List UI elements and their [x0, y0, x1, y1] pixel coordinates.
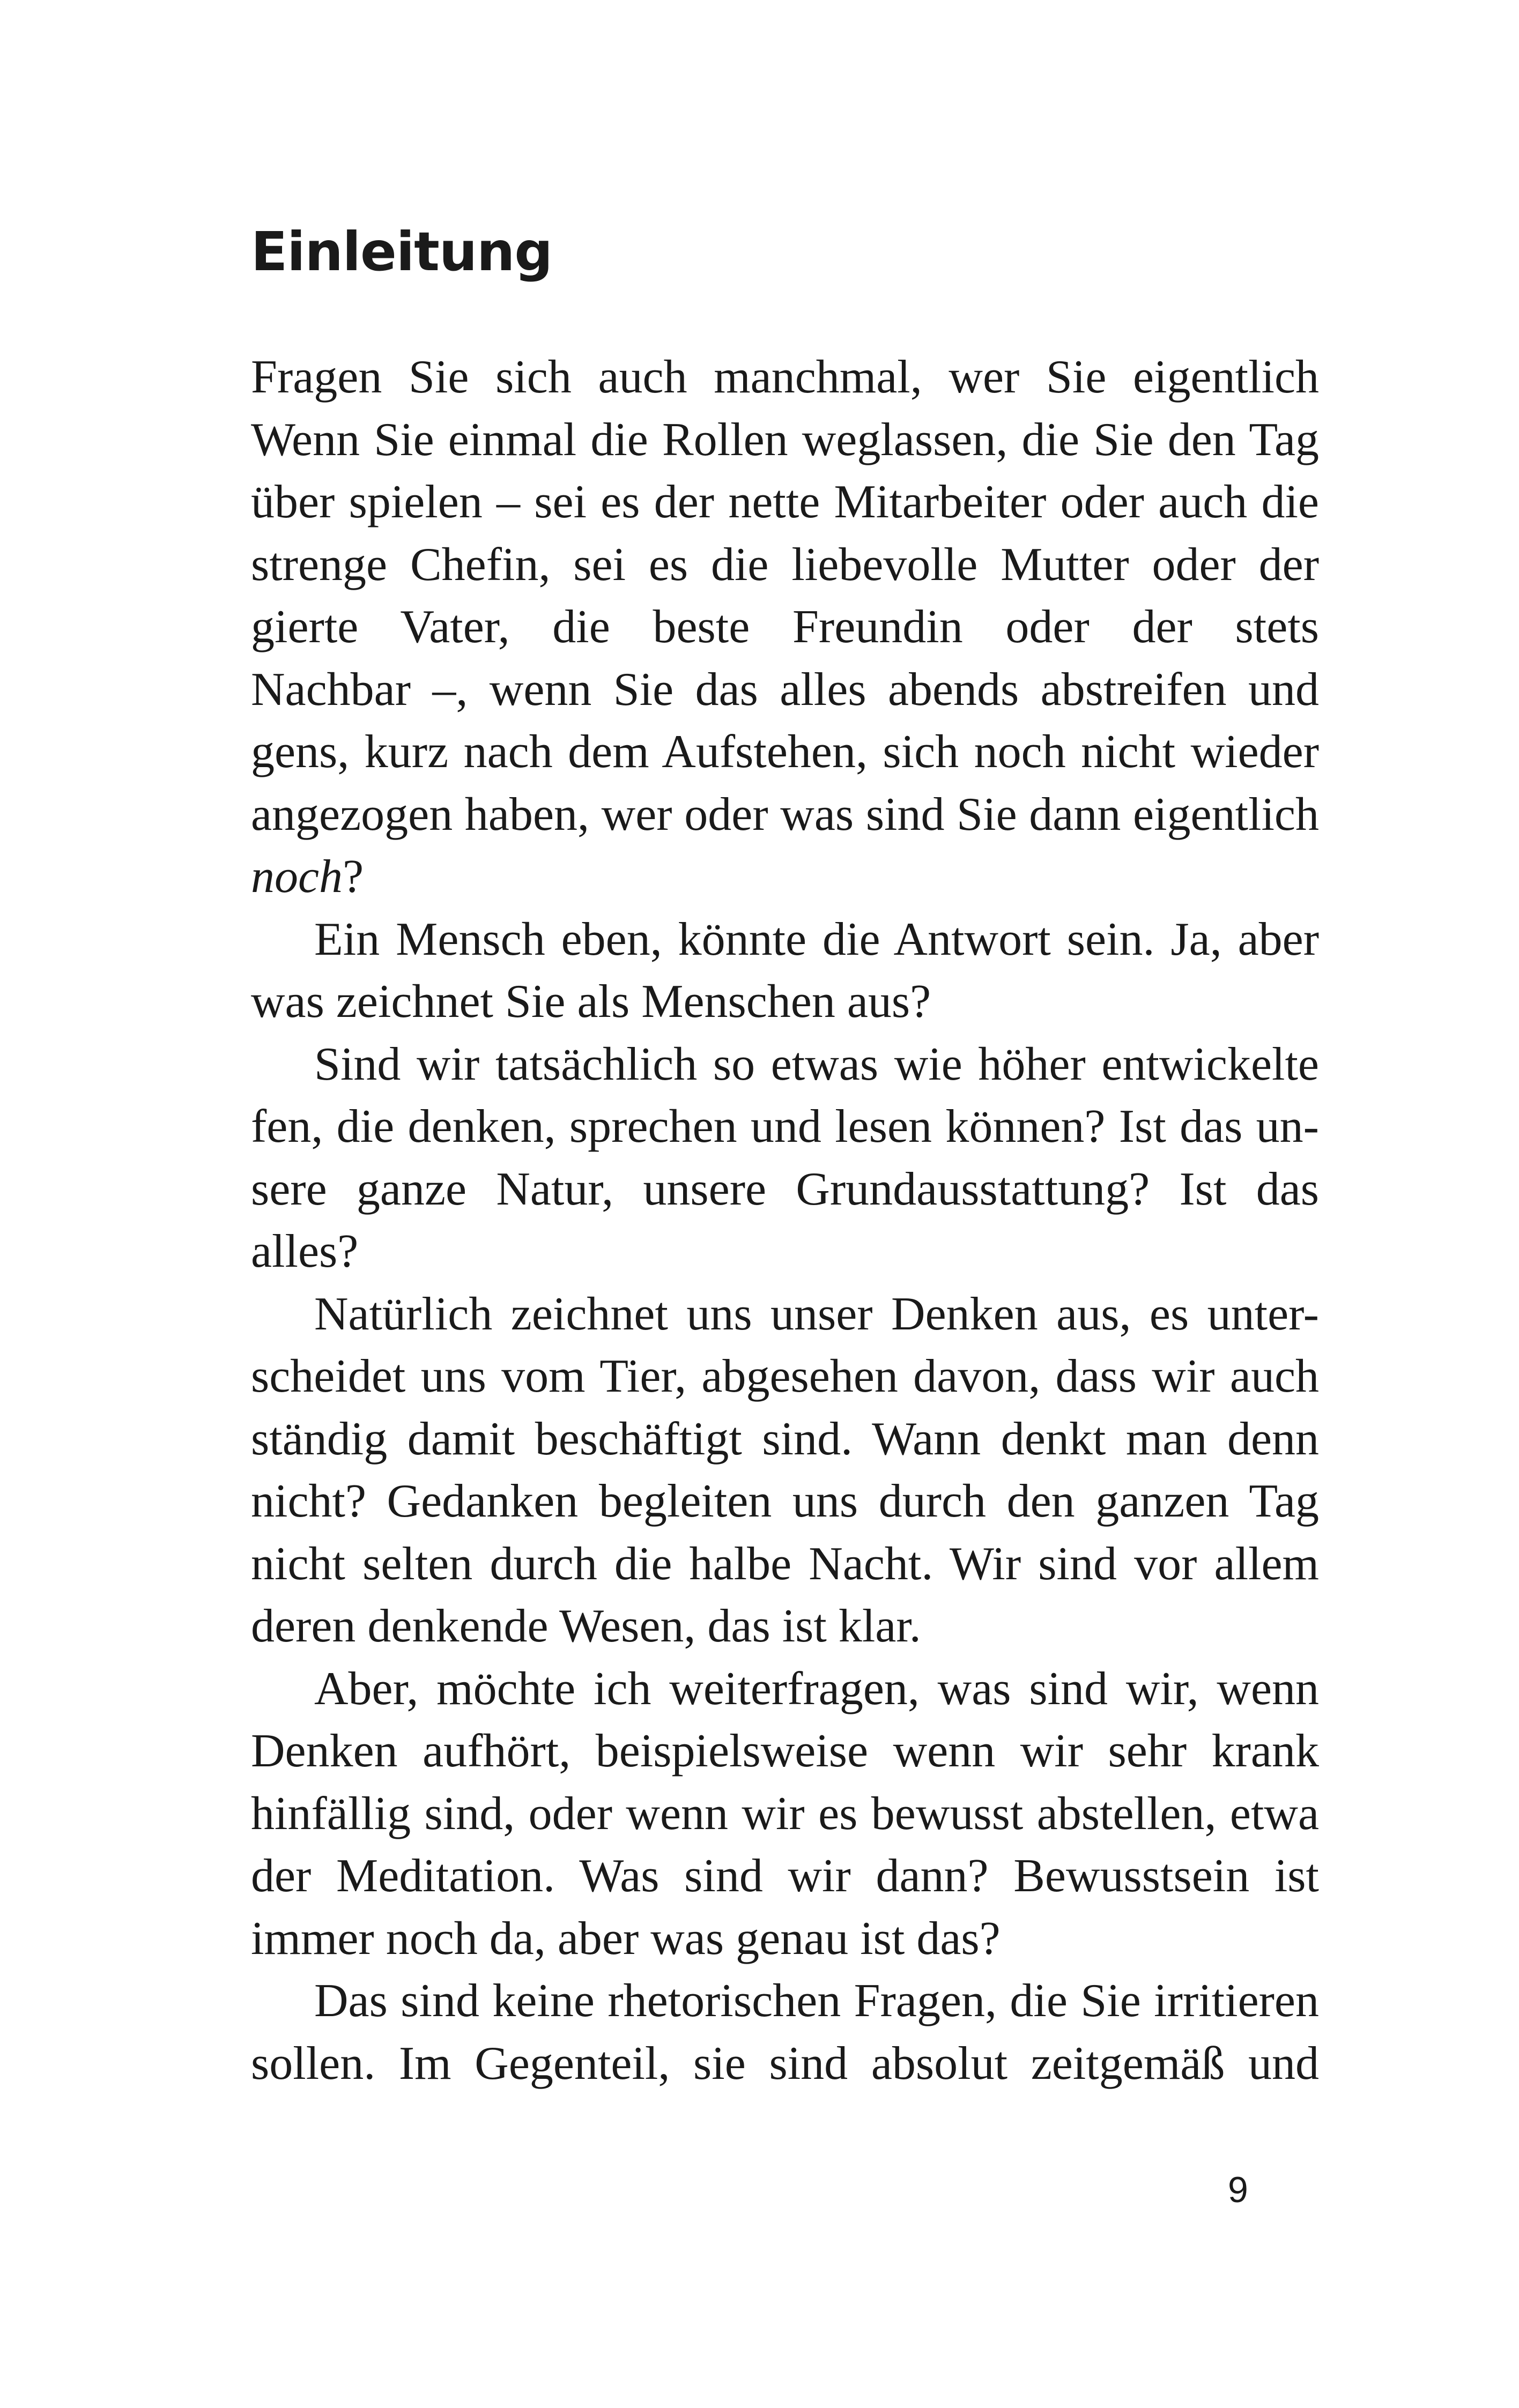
- text-line: Denken aufhört, beispielsweise wenn wir sehr krank: [251, 1725, 1319, 1777]
- text-line: Nachbar –, wenn Sie das alles abends abstreifen und: [251, 663, 1319, 716]
- paragraph: [251, 1658, 1319, 1971]
- text-line: gens, kurz nach dem Aufstehen, sich noch nicht wieder: [251, 726, 1319, 778]
- text-line: Aber, möchte ich weiterfragen, was sind wir, wenn: [314, 1662, 1319, 1715]
- text-line: nicht selten durch die halbe Nacht. Wir sind vor allem: [251, 1537, 1319, 1590]
- text-line: über spielen – sei es der nette Mitarbeiter oder auch die: [251, 476, 1319, 528]
- text-line: alles?: [251, 1225, 359, 1277]
- text-line: strenge Chefin, sei es die liebevolle Mutter oder der: [251, 538, 1319, 591]
- paragraph: [251, 346, 1319, 909]
- page-number: 9: [1228, 2169, 1248, 2210]
- text-line: Fragen Sie sich auch manchmal, wer Sie eigentlich: [251, 351, 1319, 403]
- paragraph: [251, 1034, 1319, 1283]
- paragraph: [251, 909, 1319, 1034]
- text-line: fen, die denken, sprechen und lesen können? Ist das un-: [251, 1101, 1319, 1153]
- text-line: sere ganze Natur, unsere Grundausstattung? Ist das: [251, 1163, 1319, 1215]
- text-line: ständig damit beschäftigt sind. Wann denkt man denn: [251, 1413, 1319, 1465]
- emphasis: noch: [251, 851, 343, 903]
- paragraph: [251, 1970, 1319, 2095]
- body-text: [251, 346, 1319, 2095]
- paragraph: [251, 1283, 1319, 1658]
- text-line: was zeichnet Sie als Menschen aus?: [251, 976, 931, 1028]
- text-line: Ein Mensch eben, könnte die Antwort sein. Ja, aber: [314, 913, 1319, 965]
- text-line: angezogen haben, wer oder was sind Sie dann eigentlich: [251, 788, 1319, 841]
- text-line: sollen. Im Gegenteil, sie sind absolut zeitgemäß und: [251, 2037, 1319, 2090]
- text-line: nicht? Gedanken begleiten uns durch den ganzen Tag: [251, 1475, 1319, 1527]
- chapter-title: Einleitung: [251, 220, 552, 283]
- text-line: Natürlich zeichnet uns unser Denken aus, es unter-: [314, 1288, 1319, 1340]
- text-line: scheidet uns vom Tier, abgesehen davon, dass wir auch: [251, 1350, 1319, 1402]
- text-line: Sind wir tatsächlich so etwas wie höher entwickelte: [314, 1038, 1319, 1090]
- text-line: hinfällig sind, oder wenn wir es bewusst abstellen, etwa: [251, 1787, 1319, 1840]
- text-line: gierte Vater, die beste Freundin oder der stets: [251, 601, 1319, 653]
- text-line: deren denkende Wesen, das ist klar.: [251, 1600, 921, 1652]
- text-line: Das sind keine rhetorischen Fragen, die Sie irritieren: [314, 1975, 1319, 2027]
- text-line: Wenn Sie einmal die Rollen weglassen, die Sie den Tag: [251, 413, 1319, 466]
- text-line: [251, 846, 1319, 909]
- text-fragment: ?: [343, 851, 364, 903]
- text-line: immer noch da, aber was genau ist das?: [251, 1912, 1001, 1965]
- text-line: der Meditation. Was sind wir dann? Bewusstsein ist: [251, 1850, 1319, 1902]
